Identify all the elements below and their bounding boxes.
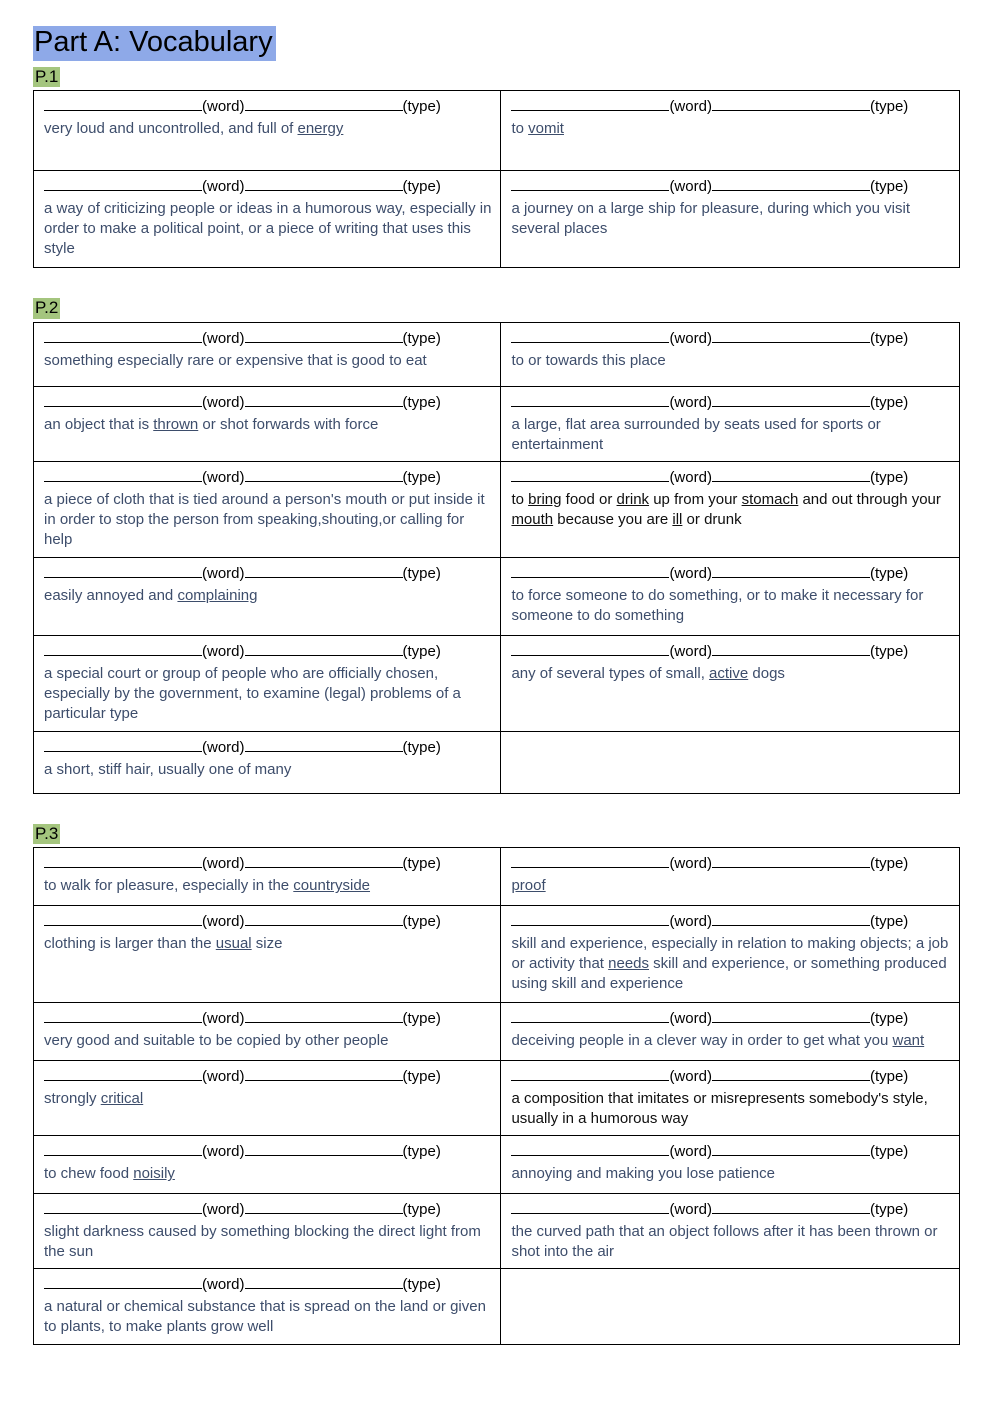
type-label: (type) bbox=[402, 468, 441, 486]
underlined-word: noisily bbox=[133, 1165, 175, 1183]
table-row bbox=[34, 635, 960, 731]
type-label: (type) bbox=[869, 913, 909, 931]
vocab-cell bbox=[501, 906, 960, 1003]
vocab-cell bbox=[34, 635, 501, 731]
word-blank-line[interactable] bbox=[511, 98, 669, 112]
vocab-cell bbox=[34, 1269, 501, 1345]
type-blank-line[interactable] bbox=[245, 564, 403, 578]
word-blank-line[interactable] bbox=[511, 1200, 669, 1214]
vocab-cell bbox=[34, 91, 501, 171]
type-label: (type) bbox=[402, 642, 441, 660]
word-label: (word) bbox=[202, 1068, 245, 1086]
type-label: (type) bbox=[402, 178, 441, 196]
underlined-word: ill bbox=[672, 510, 683, 528]
definition-text bbox=[44, 1164, 492, 1184]
page-title: Part A: Vocabulary bbox=[33, 26, 276, 61]
type-blank-line[interactable] bbox=[712, 1009, 870, 1023]
definition-fragment: easily annoyed and bbox=[44, 586, 178, 604]
word-blank-line[interactable] bbox=[511, 393, 669, 407]
word-label: (word) bbox=[202, 393, 245, 411]
table-row bbox=[34, 1003, 960, 1061]
definition-fragment: very loud and uncontrolled, and full of bbox=[44, 120, 298, 138]
type-blank-line[interactable] bbox=[712, 1142, 870, 1156]
definition-text bbox=[511, 351, 951, 371]
word-label: (word) bbox=[202, 1201, 245, 1219]
underlined-word: want bbox=[892, 1032, 925, 1050]
word-blank-line[interactable] bbox=[44, 468, 202, 482]
vocab-cell bbox=[501, 848, 960, 906]
word-blank-line[interactable] bbox=[44, 642, 202, 656]
definition-text bbox=[511, 1164, 951, 1184]
definition-fragment: to bbox=[511, 490, 529, 508]
vocab-cell bbox=[501, 171, 960, 268]
type-blank-line[interactable] bbox=[712, 642, 870, 656]
word-type-header bbox=[44, 176, 492, 198]
vocab-cell bbox=[501, 461, 960, 557]
word-type-header bbox=[44, 1274, 492, 1296]
type-label: (type) bbox=[402, 1143, 441, 1161]
word-label: (word) bbox=[669, 913, 712, 931]
vocab-cell bbox=[34, 848, 501, 906]
definition-text bbox=[44, 119, 492, 139]
definition-text bbox=[44, 1297, 492, 1337]
definition-text bbox=[511, 119, 951, 139]
definition-fragment: skill and experience, or something produced using skill and experience bbox=[511, 955, 947, 993]
underlined-word: drink bbox=[616, 490, 650, 508]
type-blank-line[interactable] bbox=[712, 468, 870, 482]
type-label: (type) bbox=[402, 738, 441, 756]
underlined-word: needs bbox=[608, 955, 650, 973]
type-label: (type) bbox=[402, 393, 441, 411]
table-row bbox=[34, 322, 960, 386]
definition-fragment: dogs bbox=[748, 664, 785, 682]
underlined-word: complaining bbox=[177, 586, 258, 604]
table-row bbox=[34, 171, 960, 268]
definition-text bbox=[511, 490, 951, 530]
definition-fragment: deceiving people in a clever way in order to get what you bbox=[511, 1032, 893, 1050]
word-label: (word) bbox=[202, 642, 245, 660]
vocab-cell bbox=[34, 1061, 501, 1136]
word-type-header bbox=[511, 563, 951, 585]
word-type-header bbox=[511, 176, 951, 198]
type-label: (type) bbox=[869, 329, 909, 347]
word-blank-line[interactable] bbox=[44, 738, 202, 752]
word-label: (word) bbox=[669, 98, 712, 116]
vocab-cell bbox=[501, 322, 960, 386]
type-label: (type) bbox=[402, 855, 441, 873]
word-blank-line[interactable] bbox=[44, 393, 202, 407]
word-label: (word) bbox=[669, 1068, 712, 1086]
word-blank-line[interactable] bbox=[511, 468, 669, 482]
definition-fragment: to chew food bbox=[44, 1165, 134, 1183]
type-blank-line[interactable] bbox=[245, 1067, 403, 1081]
type-label: (type) bbox=[402, 98, 441, 116]
word-type-header bbox=[511, 1199, 951, 1221]
word-type-header bbox=[44, 737, 492, 759]
vocab-cell bbox=[34, 1194, 501, 1269]
vocab-cell bbox=[501, 1136, 960, 1194]
type-label: (type) bbox=[869, 642, 909, 660]
type-blank-line[interactable] bbox=[712, 178, 870, 192]
definition-fragment: annoying and making you lose patience bbox=[511, 1165, 775, 1183]
underlined-word: energy bbox=[297, 120, 344, 138]
word-label: (word) bbox=[669, 1010, 712, 1028]
word-label: (word) bbox=[202, 1143, 245, 1161]
word-blank-line[interactable] bbox=[511, 329, 669, 343]
definition-fragment: a journey on a large ship for pleasure, during which you visit several places bbox=[511, 200, 910, 238]
word-label: (word) bbox=[669, 1201, 712, 1219]
definition-fragment: because you are bbox=[553, 510, 673, 528]
definition-fragment: a way of criticizing people or ideas in a humorous way, especially in order to make a political point, or a piece of writing that uses this style bbox=[44, 200, 492, 258]
type-blank-line[interactable] bbox=[245, 642, 403, 656]
definition-fragment: a short, stiff hair, usually one of many bbox=[44, 760, 292, 778]
definition-fragment: to or towards this place bbox=[511, 351, 666, 369]
type-blank-line[interactable] bbox=[245, 1275, 403, 1289]
word-blank-line[interactable] bbox=[511, 1067, 669, 1081]
type-label: (type) bbox=[869, 1068, 909, 1086]
type-label: (type) bbox=[402, 1201, 441, 1219]
underlined-word: proof bbox=[511, 877, 546, 895]
word-label: (word) bbox=[202, 913, 245, 931]
word-label: (word) bbox=[202, 855, 245, 873]
type-label: (type) bbox=[869, 1010, 909, 1028]
type-label: (type) bbox=[869, 98, 909, 116]
definition-fragment: something especially rare or expensive that is good to eat bbox=[44, 351, 427, 369]
definition-text bbox=[511, 199, 951, 239]
word-blank-line[interactable] bbox=[511, 642, 669, 656]
word-type-header bbox=[44, 328, 492, 350]
vocab-section bbox=[33, 67, 960, 268]
section-label: P.2 bbox=[35, 298, 59, 318]
vocab-section bbox=[33, 298, 960, 793]
type-blank-line[interactable] bbox=[245, 98, 403, 112]
type-blank-line[interactable] bbox=[245, 178, 403, 192]
word-blank-line[interactable] bbox=[511, 912, 669, 926]
definition-fragment: an object that is bbox=[44, 415, 154, 433]
type-label: (type) bbox=[869, 468, 909, 486]
word-type-header bbox=[511, 1141, 951, 1163]
word-type-header bbox=[511, 328, 951, 350]
word-type-header bbox=[511, 392, 951, 414]
definition-fragment: up from your bbox=[649, 490, 742, 508]
word-blank-line[interactable] bbox=[44, 1200, 202, 1214]
type-label: (type) bbox=[869, 178, 909, 196]
underlined-word: usual bbox=[215, 935, 252, 953]
vocab-cell bbox=[501, 386, 960, 461]
type-blank-line[interactable] bbox=[245, 854, 403, 868]
definition-fragment: to walk for pleasure, especially in the bbox=[44, 877, 294, 895]
word-blank-line[interactable] bbox=[44, 1067, 202, 1081]
type-label: (type) bbox=[402, 329, 441, 347]
definition-fragment: a composition that imitates or misrepresents somebody's style, usually in a humorous way bbox=[511, 1090, 928, 1128]
underlined-word: vomit bbox=[528, 120, 564, 138]
definition-fragment: a large, flat area surrounded by seats used for sports or entertainment bbox=[511, 415, 881, 453]
type-blank-line[interactable] bbox=[245, 1142, 403, 1156]
vocab-cell bbox=[34, 386, 501, 461]
word-label: (word) bbox=[669, 393, 712, 411]
definition-text bbox=[511, 1222, 951, 1262]
definition-text bbox=[44, 490, 492, 550]
word-blank-line[interactable] bbox=[511, 1009, 669, 1023]
word-blank-line[interactable] bbox=[44, 912, 202, 926]
definition-text bbox=[44, 199, 492, 259]
vocab-cell bbox=[34, 557, 501, 635]
word-label: (word) bbox=[669, 564, 712, 582]
underlined-word: active bbox=[709, 664, 749, 682]
definition-text bbox=[44, 876, 492, 896]
definition-fragment: very good and suitable to be copied by other people bbox=[44, 1032, 389, 1050]
type-blank-line[interactable] bbox=[245, 393, 403, 407]
type-blank-line[interactable] bbox=[712, 854, 870, 868]
table-row bbox=[34, 1194, 960, 1269]
section-label: P.3 bbox=[35, 823, 59, 843]
definition-fragment: and out through your bbox=[798, 490, 941, 508]
underlined-word: stomach bbox=[741, 490, 799, 508]
definition-text bbox=[44, 1222, 492, 1262]
definition-text bbox=[44, 1089, 492, 1109]
definition-text bbox=[511, 876, 951, 896]
word-type-header bbox=[511, 853, 951, 875]
table-row bbox=[34, 1136, 960, 1194]
word-type-header bbox=[44, 392, 492, 414]
vocab-cell bbox=[501, 1061, 960, 1136]
word-blank-line[interactable] bbox=[511, 1142, 669, 1156]
vocab-cell bbox=[34, 322, 501, 386]
word-label: (word) bbox=[669, 1143, 712, 1161]
word-type-header bbox=[44, 1199, 492, 1221]
type-blank-line[interactable] bbox=[245, 912, 403, 926]
definition-text bbox=[511, 664, 951, 684]
type-blank-line[interactable] bbox=[712, 393, 870, 407]
table-row bbox=[34, 386, 960, 461]
type-label: (type) bbox=[869, 564, 909, 582]
type-blank-line[interactable] bbox=[245, 1009, 403, 1023]
word-blank-line[interactable] bbox=[44, 1142, 202, 1156]
word-type-header bbox=[511, 96, 951, 118]
word-blank-line[interactable] bbox=[44, 98, 202, 112]
definition-fragment: any of several types of small, bbox=[511, 664, 710, 682]
definition-fragment: to force someone to do something, or to make it necessary for someone to do something bbox=[511, 586, 924, 624]
word-type-header bbox=[44, 467, 492, 489]
word-type-header bbox=[44, 1141, 492, 1163]
definition-fragment: slight darkness caused by something blocking the direct light from the sun bbox=[44, 1223, 481, 1261]
definition-text bbox=[44, 664, 492, 724]
vocab-cell bbox=[501, 1194, 960, 1269]
type-blank-line[interactable] bbox=[712, 1067, 870, 1081]
vocab-section bbox=[33, 824, 960, 1345]
vocab-cell bbox=[501, 731, 960, 793]
vocab-cell bbox=[34, 171, 501, 268]
definition-fragment: strongly bbox=[44, 1090, 101, 1108]
worksheet-sections bbox=[33, 67, 960, 1345]
vocab-table bbox=[33, 847, 960, 1345]
word-type-header bbox=[44, 911, 492, 933]
word-type-header bbox=[511, 467, 951, 489]
definition-fragment: or drunk bbox=[682, 510, 742, 528]
word-blank-line[interactable] bbox=[511, 178, 669, 192]
table-row bbox=[34, 557, 960, 635]
word-label: (word) bbox=[669, 468, 712, 486]
word-label: (word) bbox=[202, 329, 245, 347]
type-blank-line[interactable] bbox=[712, 98, 870, 112]
type-blank-line[interactable] bbox=[245, 1200, 403, 1214]
table-row bbox=[34, 906, 960, 1003]
definition-fragment: a special court or group of people who are officially chosen, especially by the government, to examine (legal) problems of a particular type bbox=[44, 664, 461, 722]
word-type-header bbox=[44, 641, 492, 663]
type-label: (type) bbox=[402, 1068, 441, 1086]
type-blank-line[interactable] bbox=[245, 329, 403, 343]
word-type-header bbox=[44, 563, 492, 585]
word-blank-line[interactable] bbox=[44, 178, 202, 192]
definition-text bbox=[44, 415, 492, 435]
definition-text bbox=[44, 351, 492, 371]
underlined-word: bring bbox=[528, 490, 562, 508]
definition-fragment: size bbox=[251, 935, 283, 953]
type-blank-line[interactable] bbox=[712, 564, 870, 578]
word-label: (word) bbox=[202, 1010, 245, 1028]
definition-text bbox=[44, 934, 492, 954]
vocab-cell bbox=[34, 731, 501, 793]
underlined-word: countryside bbox=[293, 877, 371, 895]
definition-text bbox=[511, 586, 951, 626]
section-label: P.1 bbox=[35, 66, 59, 86]
vocab-table bbox=[33, 90, 960, 268]
type-label: (type) bbox=[869, 393, 909, 411]
table-row bbox=[34, 848, 960, 906]
definition-text bbox=[511, 1089, 951, 1129]
word-blank-line[interactable] bbox=[511, 854, 669, 868]
type-label: (type) bbox=[402, 913, 441, 931]
word-type-header bbox=[44, 1066, 492, 1088]
definition-fragment: a natural or chemical substance that is spread on the land or given to plants, to make plants grow well bbox=[44, 1298, 486, 1336]
word-blank-line[interactable] bbox=[44, 1275, 202, 1289]
word-type-header bbox=[511, 911, 951, 933]
table-row bbox=[34, 1061, 960, 1136]
definition-fragment: the curved path that an object follows after it has been thrown or shot into the air bbox=[511, 1223, 938, 1261]
word-label: (word) bbox=[669, 178, 712, 196]
definition-text bbox=[44, 586, 492, 606]
word-label: (word) bbox=[669, 855, 712, 873]
definition-fragment: or shot forwards with force bbox=[198, 415, 379, 433]
type-label: (type) bbox=[402, 1276, 441, 1294]
vocab-cell bbox=[501, 1269, 960, 1345]
underlined-word: thrown bbox=[153, 415, 199, 433]
vocab-cell bbox=[34, 1136, 501, 1194]
definition-fragment: food or bbox=[561, 490, 617, 508]
word-label: (word) bbox=[202, 1276, 245, 1294]
vocab-cell bbox=[501, 1003, 960, 1061]
table-row bbox=[34, 461, 960, 557]
word-label: (word) bbox=[202, 468, 245, 486]
type-blank-line[interactable] bbox=[712, 1200, 870, 1214]
vocab-cell bbox=[501, 635, 960, 731]
word-type-header bbox=[511, 1066, 951, 1088]
word-blank-line[interactable] bbox=[511, 564, 669, 578]
vocab-cell bbox=[34, 461, 501, 557]
word-label: (word) bbox=[202, 98, 245, 116]
word-label: (word) bbox=[202, 178, 245, 196]
word-label: (word) bbox=[669, 329, 712, 347]
vocab-cell bbox=[501, 557, 960, 635]
vocab-cell bbox=[34, 906, 501, 1003]
definition-text bbox=[511, 1031, 951, 1051]
word-blank-line[interactable] bbox=[44, 854, 202, 868]
word-type-header bbox=[44, 853, 492, 875]
vocab-table bbox=[33, 322, 960, 794]
definition-text bbox=[511, 934, 951, 994]
word-blank-line[interactable] bbox=[44, 1009, 202, 1023]
word-type-header bbox=[511, 641, 951, 663]
definition-fragment: skill and experience, especially in relation to making objects; a job or activity that bbox=[511, 935, 949, 973]
table-row bbox=[34, 91, 960, 171]
word-type-header bbox=[44, 96, 492, 118]
type-label: (type) bbox=[402, 564, 441, 582]
definition-fragment: to bbox=[511, 120, 529, 138]
word-blank-line[interactable] bbox=[44, 329, 202, 343]
word-blank-line[interactable] bbox=[44, 564, 202, 578]
type-blank-line[interactable] bbox=[712, 329, 870, 343]
type-label: (type) bbox=[869, 855, 909, 873]
type-blank-line[interactable] bbox=[245, 468, 403, 482]
definition-text bbox=[44, 1031, 492, 1051]
type-label: (type) bbox=[402, 1010, 441, 1028]
word-type-header bbox=[44, 1008, 492, 1030]
type-label: (type) bbox=[869, 1201, 909, 1219]
word-type-header bbox=[511, 1008, 951, 1030]
type-label: (type) bbox=[869, 1143, 909, 1161]
definition-fragment: clothing is larger than the bbox=[44, 935, 216, 953]
table-row bbox=[34, 731, 960, 793]
word-label: (word) bbox=[669, 642, 712, 660]
definition-fragment: a piece of cloth that is tied around a person's mouth or put inside it in order to stop the person from speaking,shouting,or calling for help bbox=[44, 490, 485, 548]
definition-text bbox=[44, 760, 492, 780]
underlined-word: mouth bbox=[511, 510, 554, 528]
word-label: (word) bbox=[202, 738, 245, 756]
type-blank-line[interactable] bbox=[245, 738, 403, 752]
vocab-cell bbox=[34, 1003, 501, 1061]
table-row bbox=[34, 1269, 960, 1345]
type-blank-line[interactable] bbox=[712, 912, 870, 926]
underlined-word: critical bbox=[100, 1090, 144, 1108]
definition-text bbox=[511, 415, 951, 455]
vocab-cell bbox=[501, 91, 960, 171]
word-label: (word) bbox=[202, 564, 245, 582]
